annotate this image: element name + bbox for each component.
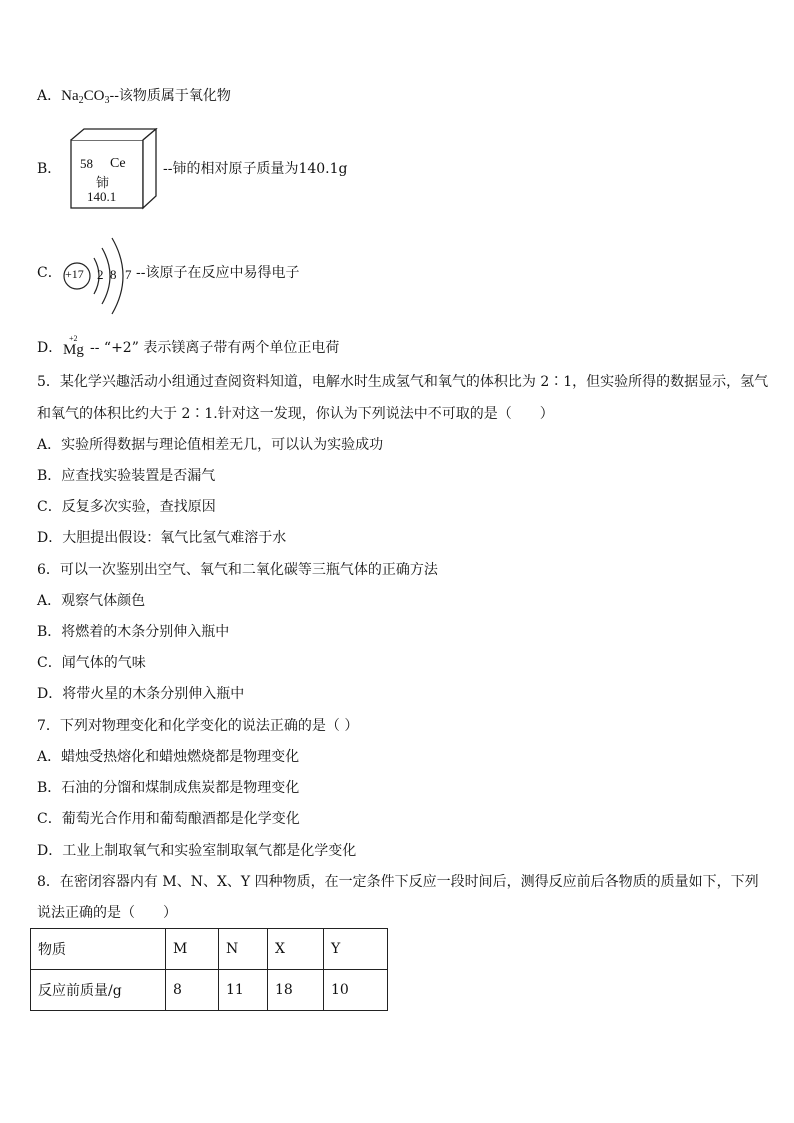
q5-option-a: A．实验所得数据与理论值相差无几，可以认为实验成功 bbox=[37, 437, 384, 453]
q5-option-b: B．应查找实验装置是否漏气 bbox=[37, 468, 216, 484]
magnesium-symbol bbox=[63, 334, 93, 362]
q6-option-c: C．闻气体的气味 bbox=[37, 655, 146, 671]
mass-table bbox=[30, 928, 388, 1011]
q4-option-b-label: B． bbox=[37, 161, 62, 177]
atom-structure-diagram bbox=[62, 230, 142, 320]
q4-option-c-text: --该原子在反应中易得电子 bbox=[136, 265, 300, 281]
q4-option-b-text: --铈的相对原子质量为140.1g bbox=[163, 161, 348, 177]
mg-symbol: Mg bbox=[63, 342, 84, 358]
table-header-cell: X bbox=[268, 929, 324, 970]
table-cell: 8 bbox=[166, 970, 219, 1011]
q7-option-b: B．石油的分馏和煤制成焦炭都是物理变化 bbox=[37, 780, 300, 796]
q6-option-a: A．观察气体颜色 bbox=[37, 593, 146, 609]
q6-option-b: B．将燃着的木条分别伸入瓶中 bbox=[37, 624, 230, 640]
table-cell: 11 bbox=[219, 970, 268, 1011]
q7-stem: 7．下列对物理变化和化学变化的说法正确的是（ ） bbox=[37, 718, 359, 734]
q8-stem-line1: 8．在密闭容器内有 M、N、X、Y 四种物质，在一定条件下反应一段时间后，测得反应前后各物质的质量如下，下列 bbox=[37, 874, 759, 890]
table-cell: 10 bbox=[324, 970, 388, 1011]
shell-1-electrons: 2 bbox=[97, 267, 104, 282]
table-cell: 18 bbox=[268, 970, 324, 1011]
atomic-number: 58 bbox=[80, 156, 93, 171]
q7-option-a: A．蜡烛受热熔化和蜡烛燃烧都是物理变化 bbox=[37, 749, 300, 765]
element-symbol: Ce bbox=[110, 156, 126, 171]
chemical-formula: $Na_2CO_3$ bbox=[61, 88, 110, 106]
q4-option-a bbox=[37, 86, 231, 111]
table-cell: 反应前质量/g bbox=[31, 970, 166, 1011]
q7-option-d: D．工业上制取氧气和实验室制取氧气都是化学变化 bbox=[37, 843, 357, 859]
q5-option-c: C．反复多次实验，查找原因 bbox=[37, 499, 216, 515]
option-text: --该物质属于氧化物 bbox=[109, 88, 231, 104]
q7-option-c: C．葡萄光合作用和葡萄酿酒都是化学变化 bbox=[37, 811, 300, 827]
q6-stem: 6．可以一次鉴别出空气、氧气和二氧化碳等三瓶气体的正确方法 bbox=[37, 562, 438, 578]
q4-option-d-label: D． bbox=[37, 340, 63, 356]
q5-stem-line1: 5．某化学兴趣活动小组通过查阅资料知道，电解水时生成氢气和氧气的体积比为 2∶1，但实验所得的数据显示，氢气 bbox=[37, 374, 769, 390]
q4-option-c-label: C． bbox=[37, 265, 62, 281]
q5-stem-line2: 和氧气的体积比约大于 2∶1.针对这一发现，你认为下列说法中不可取的是（ ） bbox=[37, 406, 554, 422]
valence-charge: +2 bbox=[69, 334, 78, 343]
nucleus-charge: +17 bbox=[65, 267, 84, 281]
element-cube bbox=[70, 128, 158, 210]
table-header-cell: Y bbox=[324, 929, 388, 970]
shell-3-electrons: 7 bbox=[125, 267, 132, 282]
table-header-row bbox=[31, 929, 388, 970]
q4-option-d-text: -- “+2” 表示镁离子带有两个单位正电荷 bbox=[90, 340, 340, 356]
shell-2-electrons: 8 bbox=[110, 267, 117, 282]
q6-option-d: D．将带火星的木条分别伸入瓶中 bbox=[37, 686, 245, 702]
element-name: 铈 bbox=[96, 175, 110, 190]
atomic-mass: 140.1 bbox=[87, 189, 117, 204]
table-header-cell: 物质 bbox=[31, 929, 166, 970]
table-header-cell: N bbox=[219, 929, 268, 970]
table-header-cell: M bbox=[166, 929, 219, 970]
table-row bbox=[31, 970, 388, 1011]
q8-stem-line2: 说法正确的是（ ） bbox=[37, 905, 177, 921]
option-label: A． bbox=[37, 88, 62, 104]
q5-option-d: D．大胆提出假设：氧气比氢气难溶于水 bbox=[37, 530, 287, 546]
